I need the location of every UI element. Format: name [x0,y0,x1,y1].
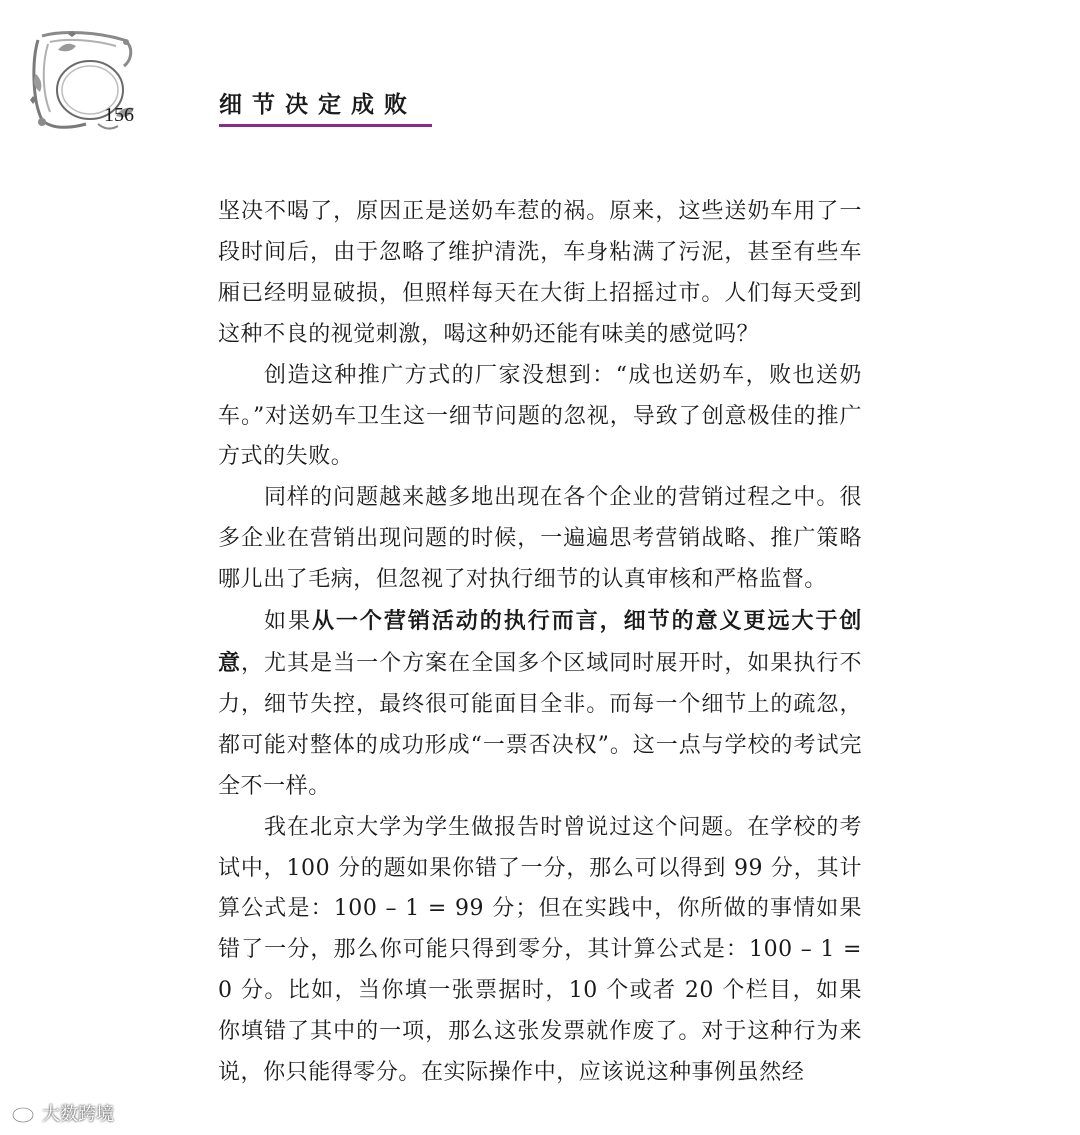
watermark [12,1100,114,1126]
weibo-icon [12,1102,38,1124]
header-rule [219,124,432,127]
paragraph: 我在北京大学为学生做报告时曾说过这个问题。在学校的考试中，100 分的题如果你错了一分，那么可以得到 99 分，其计算公式是：100 – 1 = 99 分；但在实践中，你所做的事情如果错了一分，那么你可能只得到零分，其计算公式是：100 – 1 = 0 分。比如，当你填一张票据时，10 个或者 20 个栏目，如果你填错了其中的一项，那么这张发票就作废了。对于这种行为来说，你只能得零分。在实际操作中，应该说这种事例虽然经 [218,814,862,1086]
emphasis-text: 从一个营销活动的执行而言，细节的意义更远大于创意 [218,608,862,676]
body-text [218,192,862,1094]
paragraph: 创造这种推广方式的厂家没想到：“成也送奶车，败也送奶车。”对送奶车卫生这一细节问题的忽视，导致了创意极佳的推广方式的失败。 [218,362,862,470]
paragraph: 同样的问题越来越多地出现在各个企业的营销过程之中。很多企业在营销出现问题的时候，一遍遍思考营销战略、推广策略哪儿出了毛病，但忽视了对执行细节的认真审核和严格监督。 [218,485,862,593]
paragraph [218,601,862,808]
paragraph: 坚决不喝了，原因正是送奶车惹的祸。原来，这些送奶车用了一段时间后，由于忽略了维护清洗，车身粘满了污泥，甚至有些车厢已经明显破损，但照样每天在大街上招摇过市。人们每天受到这种不良的视觉刺激，喝这种奶还能有味美的感觉吗？ [218,199,862,347]
running-header-title: 细节决定成败 [219,91,417,118]
page-number-ornament [28,30,140,134]
watermark-text: 大数跨境 [42,1104,114,1125]
paragraph-rest: ，尤其是当一个方案在全国多个区域同时展开时，如果执行不力，细节失控，最终很可能面目全非。而每一个细节上的疏忽，都可能对整体的成功形成“一票否决权”。这一点与学校的考试完全不一样。 [218,650,862,799]
page-number: 156 [104,104,134,126]
paragraph-lead: 如果 [264,609,312,635]
